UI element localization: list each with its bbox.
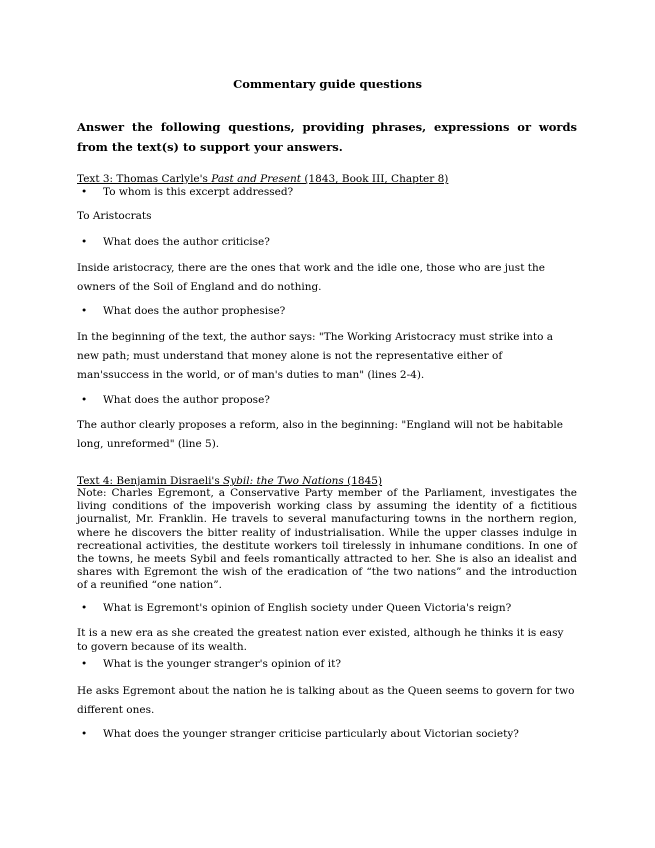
text3-answer-4: The author clearly proposes a reform, also in the beginning: "England will not be habitable long, unreformed" (line 5). [77,419,564,450]
text3-heading-suffix: (1843, Book III, Chapter 8) [301,173,449,185]
instructions: Answer the following questions, providing phrases, expressions or words from the text(s) to support your answers. [77,120,577,154]
question-text: What does the younger stranger criticise particularly about Victorian society? [103,728,519,740]
text4-question-3 [77,727,519,741]
text3-question-1 [77,185,293,199]
bullet-icon: • [81,236,88,248]
text3-question-3 [77,304,285,318]
text4-answer-1: It is a new era as she created the greatest nation ever existed, although he thinks it is easy to govern because of its wealth. [77,627,564,653]
document-title: Commentary guide questions [233,77,422,91]
text3-answer-1: To Aristocrats [77,210,152,222]
text3-question-4 [77,393,270,407]
bullet-icon: • [81,602,88,614]
text3-heading-prefix: Text 3: Thomas Carlyle's [77,173,212,185]
question-text: What is Egremont's opinion of English society under Queen Victoria's reign? [103,602,512,614]
bullet-icon: • [81,305,88,317]
text3-heading-work: Past and Present [211,173,302,185]
text4-heading-suffix: (1845) [343,475,383,487]
question-text: To whom is this excerpt addressed? [103,186,294,198]
bullet-icon: • [81,658,88,670]
text4-question-2 [77,657,341,671]
text3-question-2 [77,235,270,249]
bullet-icon: • [81,394,88,406]
text4-heading-prefix: Text 4: Benjamin Disraeli's [77,475,224,487]
question-text: What is the younger stranger's opinion of it? [103,658,341,670]
text4-answer-2: He asks Egremont about the nation he is talking about as the Queen seems to govern for two different ones. [77,685,575,716]
text4-heading-work: Sybil: the Two Nations [223,475,344,487]
question-text: What does the author prophesise? [103,305,286,317]
text4-question-1 [77,601,511,615]
text3-answer-2: Inside aristocracy, there are the ones that work and the idle one, those who are just the owners of the Soil of England and do nothing. [77,262,545,293]
bullet-icon: • [81,186,88,198]
text3-answer-3: In the beginning of the text, the author says: "The Working Aristocracy must strike into a new path; must understand that money alone is not the representative either of man'ssuccess in the world, or of man's duties to man" (lines 2-4). [77,331,554,381]
question-text: What does the author propose? [103,394,270,406]
bullet-icon: • [81,728,88,740]
text4-note: Note: Charles Egremont, a Conservative Party member of the Parliament, investigates the living conditions of the impoverish working class by assuming the identity of a fictitious journalist, Mr. Franklin. He travels to several manufacturing towns in the northern region, where he discovers the bitter reality of industrialisation. While the upper classes indulge in recreational activities, the destitute workers toil tirelessly in inhumane conditions. In one of the towns, he meets Sybil and feels romantically attracted to her. She is also an idealist and shares with Egremont the wish of the eradication of “the two nations” and the introduction of a reunified “one nation”. [77,487,577,592]
text3-heading [77,172,448,186]
text4-heading [77,474,382,488]
question-text: What does the author criticise? [103,236,270,248]
